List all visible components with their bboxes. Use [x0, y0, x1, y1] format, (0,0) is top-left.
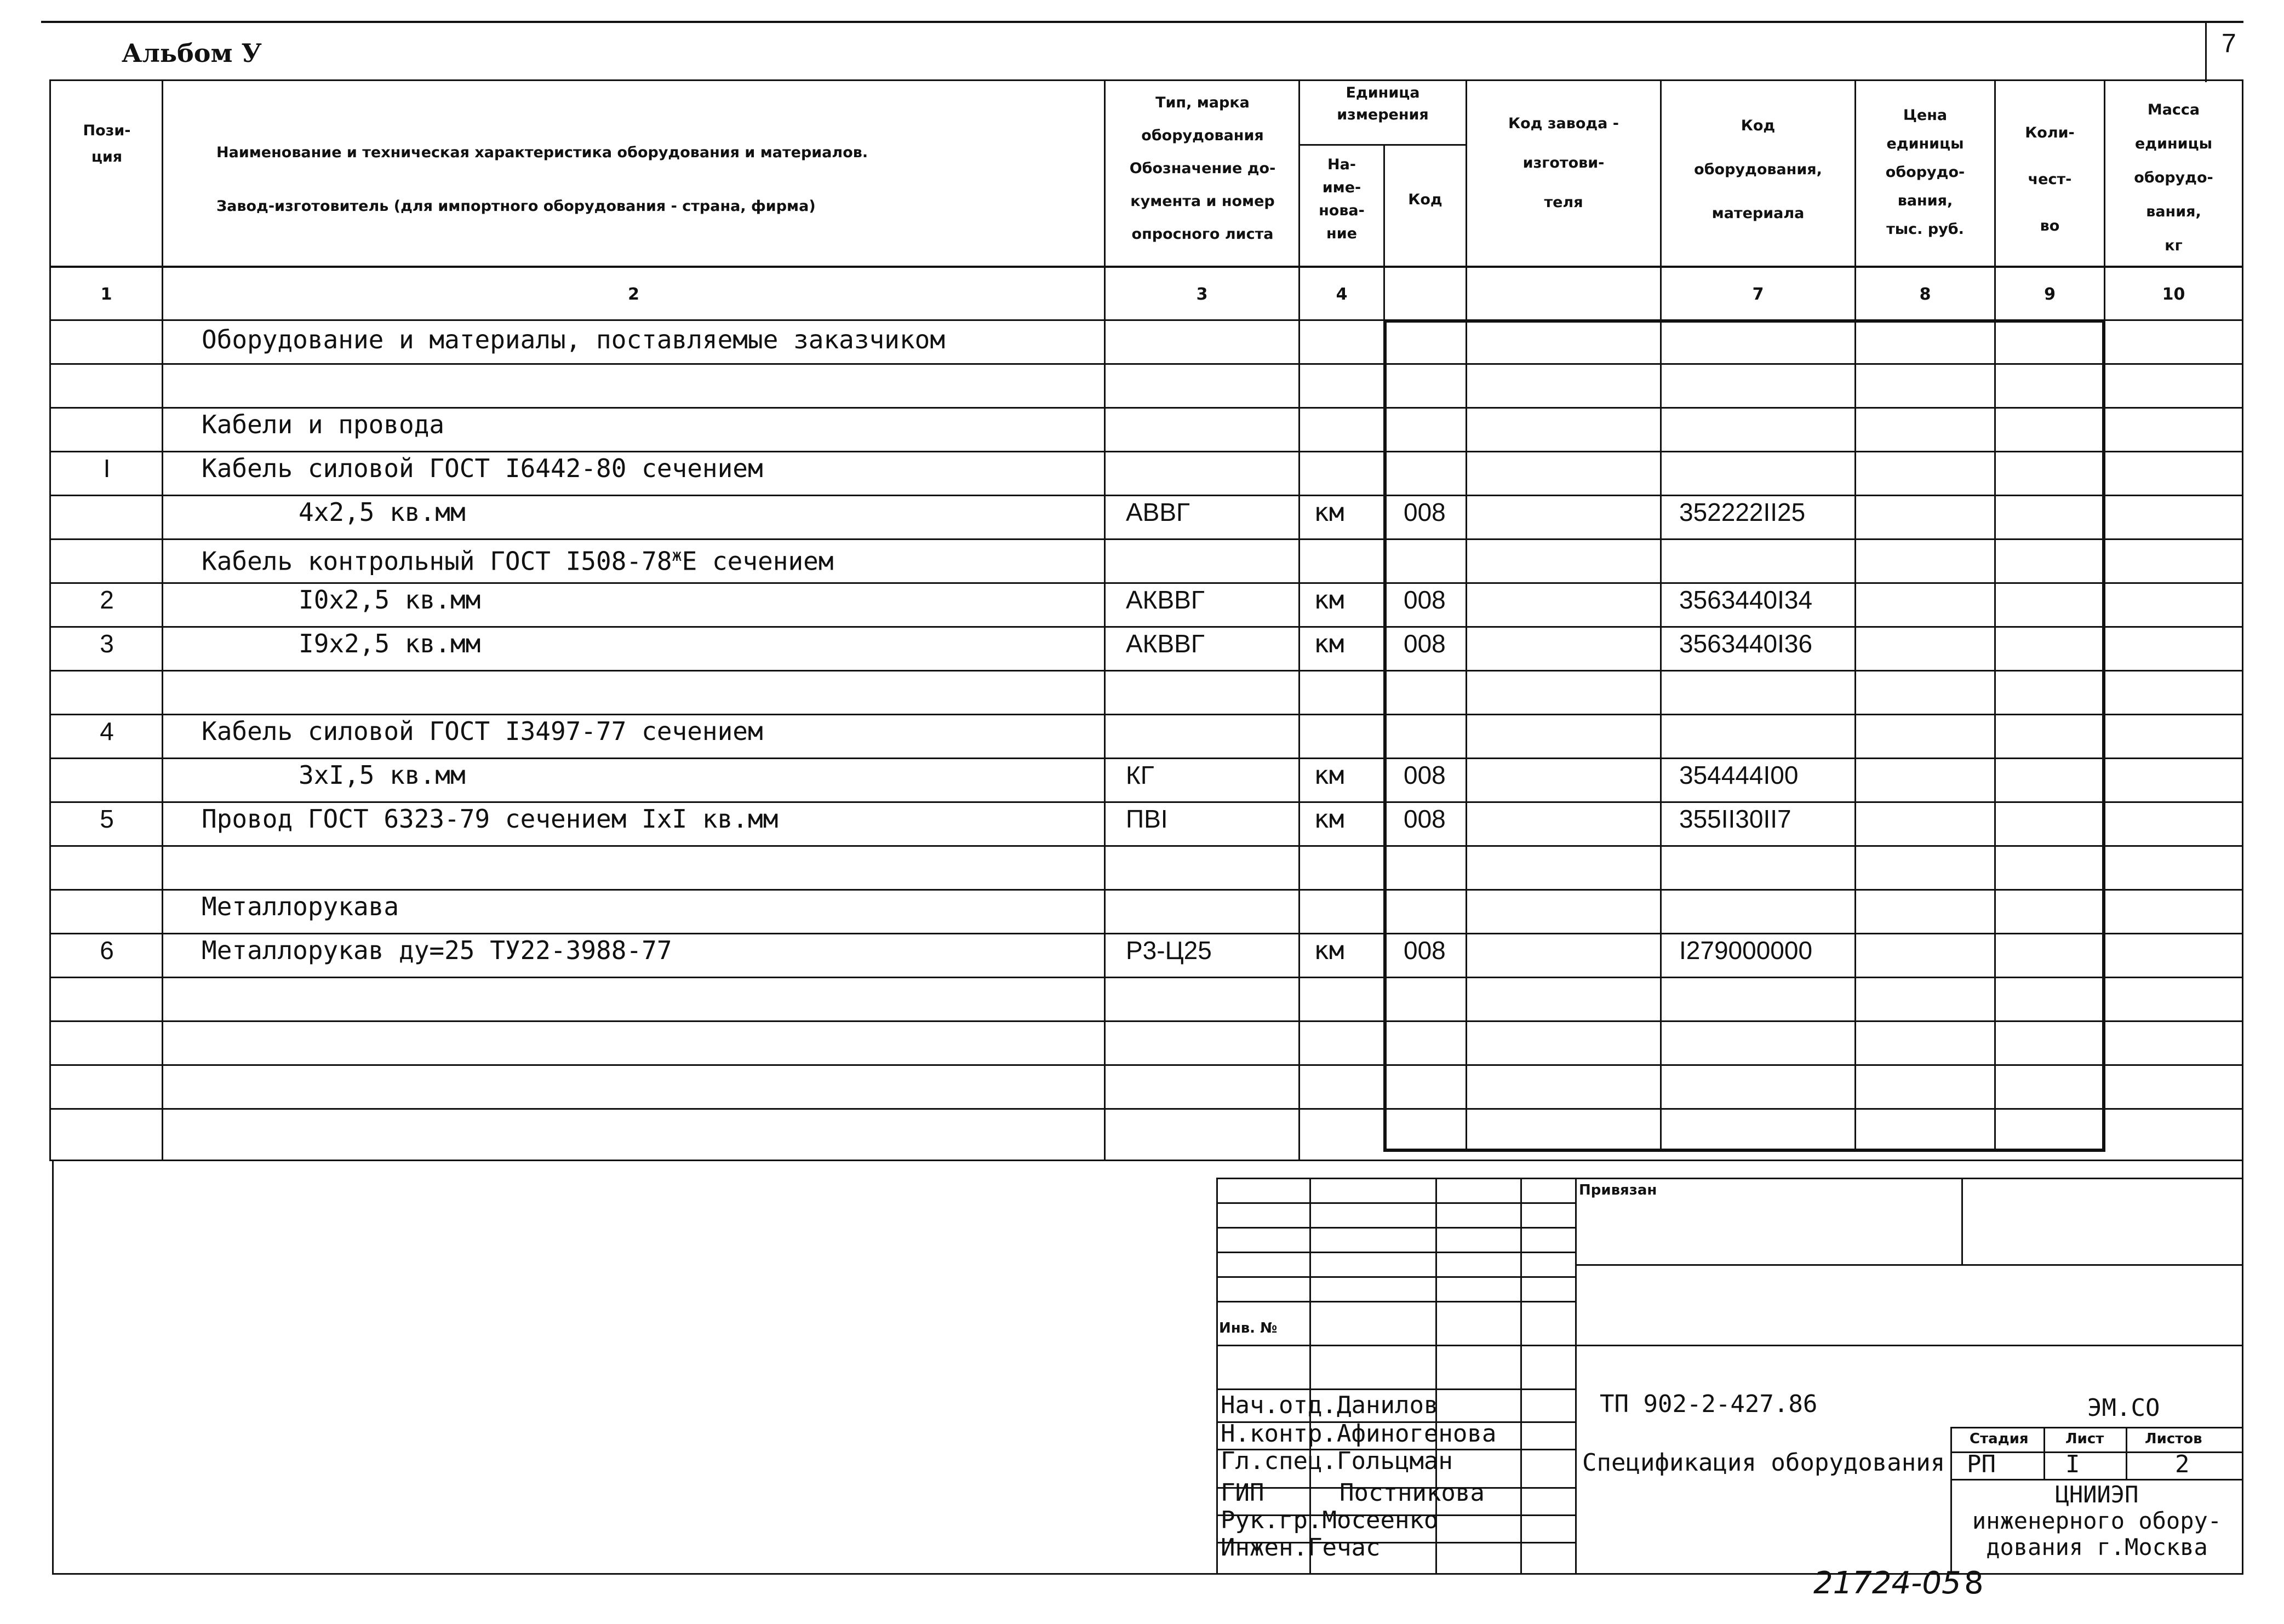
- organization: ЦНИИЭП инженерного обору- дования г.Москва: [1972, 1481, 2222, 1560]
- album-label: Альбом У: [122, 38, 262, 68]
- stamp-divider: [1575, 1178, 1577, 1575]
- signature-role: ГИП: [1221, 1479, 1264, 1507]
- type-cell: Р3-Ц25: [1126, 936, 1212, 965]
- signature-role: Н.контр.: [1221, 1420, 1337, 1448]
- col-sep-2: [1104, 79, 1106, 1161]
- title-right-divider: [1950, 1427, 1952, 1575]
- name-superscript: ж: [672, 546, 682, 565]
- stage-values-bottom: [1950, 1479, 2243, 1480]
- sheet-label: Лист: [2065, 1431, 2104, 1447]
- name-tail: Е сечением: [682, 546, 834, 576]
- stage-sep-1: [2043, 1427, 2045, 1479]
- doc-code-top: [1575, 1345, 2243, 1346]
- type-cell: АВВГ: [1126, 498, 1190, 526]
- stage-label: Стадия: [1970, 1431, 2029, 1447]
- col-number-2: 2: [628, 285, 639, 304]
- table-top-line: [49, 79, 2243, 81]
- col-number-9: 9: [2044, 285, 2056, 304]
- header-bottom-line: [49, 266, 2243, 268]
- header-unit-group: Единица измерения: [1337, 84, 1429, 123]
- name-cell: 4х2,5 кв.мм: [299, 497, 466, 527]
- row-line: [49, 1064, 2243, 1066]
- row-line: [49, 1020, 2243, 1022]
- inv-number-label: Инв. №: [1219, 1320, 1278, 1336]
- col-number-4: 4: [1336, 285, 1348, 304]
- body-sep-8: [1994, 319, 1996, 1150]
- attached-label: Привязан: [1579, 1182, 1657, 1198]
- equipment-code-cell: 354444I00: [1679, 761, 1799, 789]
- row-line: [49, 363, 2243, 365]
- header-unit-code: Код: [1408, 191, 1442, 208]
- header-plant-code: Код завода - изготови- теля: [1508, 115, 1619, 211]
- stamp-row-6: [1216, 1345, 1575, 1346]
- position-cell: 4: [100, 717, 114, 745]
- sheet-value: I: [2065, 1450, 2080, 1478]
- col-number-10: 10: [2162, 285, 2185, 304]
- col-number-8: 8: [1919, 285, 1931, 304]
- equipment-code-cell: I279000000: [1679, 936, 1813, 965]
- unit-code-cell: 008: [1404, 629, 1446, 658]
- col-number-3: 3: [1196, 285, 1208, 304]
- body-sep-6: [1660, 319, 1662, 1150]
- name-cell: Кабель силовой ГОСТ I6442-80 сечением: [202, 454, 763, 483]
- equipment-code-cell: 3563440I36: [1679, 629, 1813, 658]
- signature-name: Гольцман: [1337, 1447, 1453, 1475]
- signature-role: Инжен.: [1221, 1534, 1308, 1562]
- header-type: Тип, марка оборудования Обозначение до- кумента и номер опросного листа: [1129, 94, 1276, 243]
- unit-code-cell: 008: [1404, 498, 1446, 526]
- row-line: [49, 977, 2243, 978]
- stamp-row-3: [1216, 1252, 1575, 1253]
- header-equipment-code: Код оборудования, материала: [1694, 117, 1822, 222]
- unit-cell: км: [1314, 804, 1344, 834]
- bold-frame-right: [2102, 319, 2105, 1152]
- unit-code-cell: 008: [1404, 586, 1446, 614]
- header-unit-name: На- име- нова- ние: [1319, 156, 1365, 242]
- signature-name: Постникова: [1340, 1479, 1485, 1507]
- position-cell: 2: [100, 586, 114, 614]
- top-border: [41, 21, 2243, 23]
- attached-bottom: [1575, 1264, 2243, 1266]
- name-head: Кабель контрольный ГОСТ I508-78: [202, 546, 672, 576]
- name-cell: Провод ГОСТ 6323-79 сечением IхI кв.мм: [202, 804, 778, 834]
- equipment-code-cell: 352222II25: [1679, 498, 1806, 526]
- unit-cell: км: [1314, 585, 1344, 615]
- signature-name: Гечас: [1308, 1534, 1381, 1562]
- col-sep-4-head: [1383, 145, 1385, 320]
- unit-code-cell: 008: [1404, 936, 1446, 965]
- signature-role: Нач.отд.: [1221, 1391, 1337, 1419]
- header-price: Цена единицы оборудо- вания, тыс. руб.: [1885, 107, 1965, 238]
- attached-divider: [1961, 1178, 1963, 1265]
- unit-cell: км: [1314, 497, 1344, 527]
- unit-cell: км: [1314, 629, 1344, 658]
- sheets-label: Листов: [2145, 1431, 2202, 1447]
- type-cell: АКВВГ: [1126, 586, 1205, 614]
- name-cell: [202, 540, 834, 577]
- stamp-row-4: [1216, 1276, 1575, 1278]
- name-cell: Кабели и провода: [202, 410, 445, 439]
- name-cell: 3хI,5 кв.мм: [299, 760, 466, 790]
- header-mass: Масса единицы оборудо- вания, кг: [2134, 101, 2213, 254]
- type-cell: КГ: [1126, 761, 1154, 789]
- col-number-7: 7: [1752, 285, 1764, 304]
- document-code: ТП 902-2-427.86: [1600, 1390, 1818, 1418]
- page-number-divider: [2205, 21, 2207, 82]
- stamp-top-line: [1216, 1178, 2243, 1179]
- document-mark: ЭМ.СО: [2087, 1394, 2160, 1422]
- signature-name: Мосеенко: [1322, 1506, 1439, 1534]
- equipment-code-cell: 355II30II7: [1679, 805, 1791, 833]
- stamp-row-2: [1216, 1227, 1575, 1229]
- type-cell: ПВI: [1126, 805, 1168, 833]
- position-cell: I: [103, 454, 111, 483]
- unit-cell: км: [1314, 760, 1344, 790]
- header-quantity: Коли- чест- во: [2025, 124, 2075, 234]
- name-cell: Металлорукав ду=25 ТУ22-3988-77: [202, 936, 672, 965]
- header-position: Пози- ция: [83, 122, 131, 165]
- name-cell: Кабель силовой ГОСТ I3497-77 сечением: [202, 716, 763, 746]
- stage-sep-2: [2126, 1427, 2127, 1479]
- signature-name: Афиногенова: [1337, 1420, 1497, 1448]
- table-bottom-line: [49, 1160, 2243, 1161]
- table-left-line: [49, 79, 51, 1161]
- name-cell: I0х2,5 кв.мм: [299, 585, 481, 615]
- body-sep-5: [1466, 319, 1467, 1150]
- row-line: [49, 845, 2243, 847]
- stage-value: РП: [1967, 1450, 1996, 1478]
- sheets-value: 2: [2175, 1450, 2190, 1478]
- sheet-left-line: [52, 1160, 54, 1575]
- position-cell: 6: [100, 936, 114, 965]
- stamp-row-1: [1216, 1202, 1575, 1204]
- archive-number: 21724-05: [1813, 1565, 1961, 1601]
- page-number: 7: [2222, 29, 2236, 58]
- col-number-1: 1: [100, 285, 112, 304]
- unit-code-cell: 008: [1404, 805, 1446, 833]
- stamp-row-5: [1216, 1301, 1575, 1302]
- equipment-code-cell: 3563440I34: [1679, 586, 1813, 614]
- col-sep-1: [162, 79, 163, 1161]
- header-name: Наименование и техническая характеристика оборудования и материалов. Завод-изготовитель (для импортного оборудования - страна, фирма): [216, 144, 868, 215]
- name-cell: Оборудование и материалы, поставляемые заказчиком: [202, 325, 946, 354]
- unit-code-cell: 008: [1404, 761, 1446, 789]
- unit-group-line: [1298, 144, 1466, 146]
- unit-cell: км: [1314, 936, 1344, 965]
- name-cell: I9х2,5 кв.мм: [299, 629, 481, 658]
- bold-frame-left: [1383, 319, 1387, 1152]
- signature-role: Рук.гр.: [1221, 1506, 1323, 1534]
- signature-name: Данилов: [1337, 1391, 1439, 1419]
- name-cell: Металлорукава: [202, 892, 399, 921]
- stamp-row-7: [1216, 1388, 1575, 1390]
- document-title: Спецификация оборудования: [1582, 1449, 1945, 1477]
- signature-role: Гл.спец.: [1221, 1447, 1337, 1475]
- position-cell: 5: [100, 805, 114, 833]
- row-line: [49, 670, 2243, 672]
- position-cell: 3: [100, 629, 114, 658]
- archive-page: 8: [1964, 1565, 1984, 1601]
- body-sep-7: [1854, 319, 1856, 1150]
- stage-header-top: [1950, 1427, 2243, 1428]
- table-right-line: [2242, 79, 2243, 1575]
- row-line: [49, 1108, 2243, 1110]
- type-cell: АКВВГ: [1126, 629, 1205, 658]
